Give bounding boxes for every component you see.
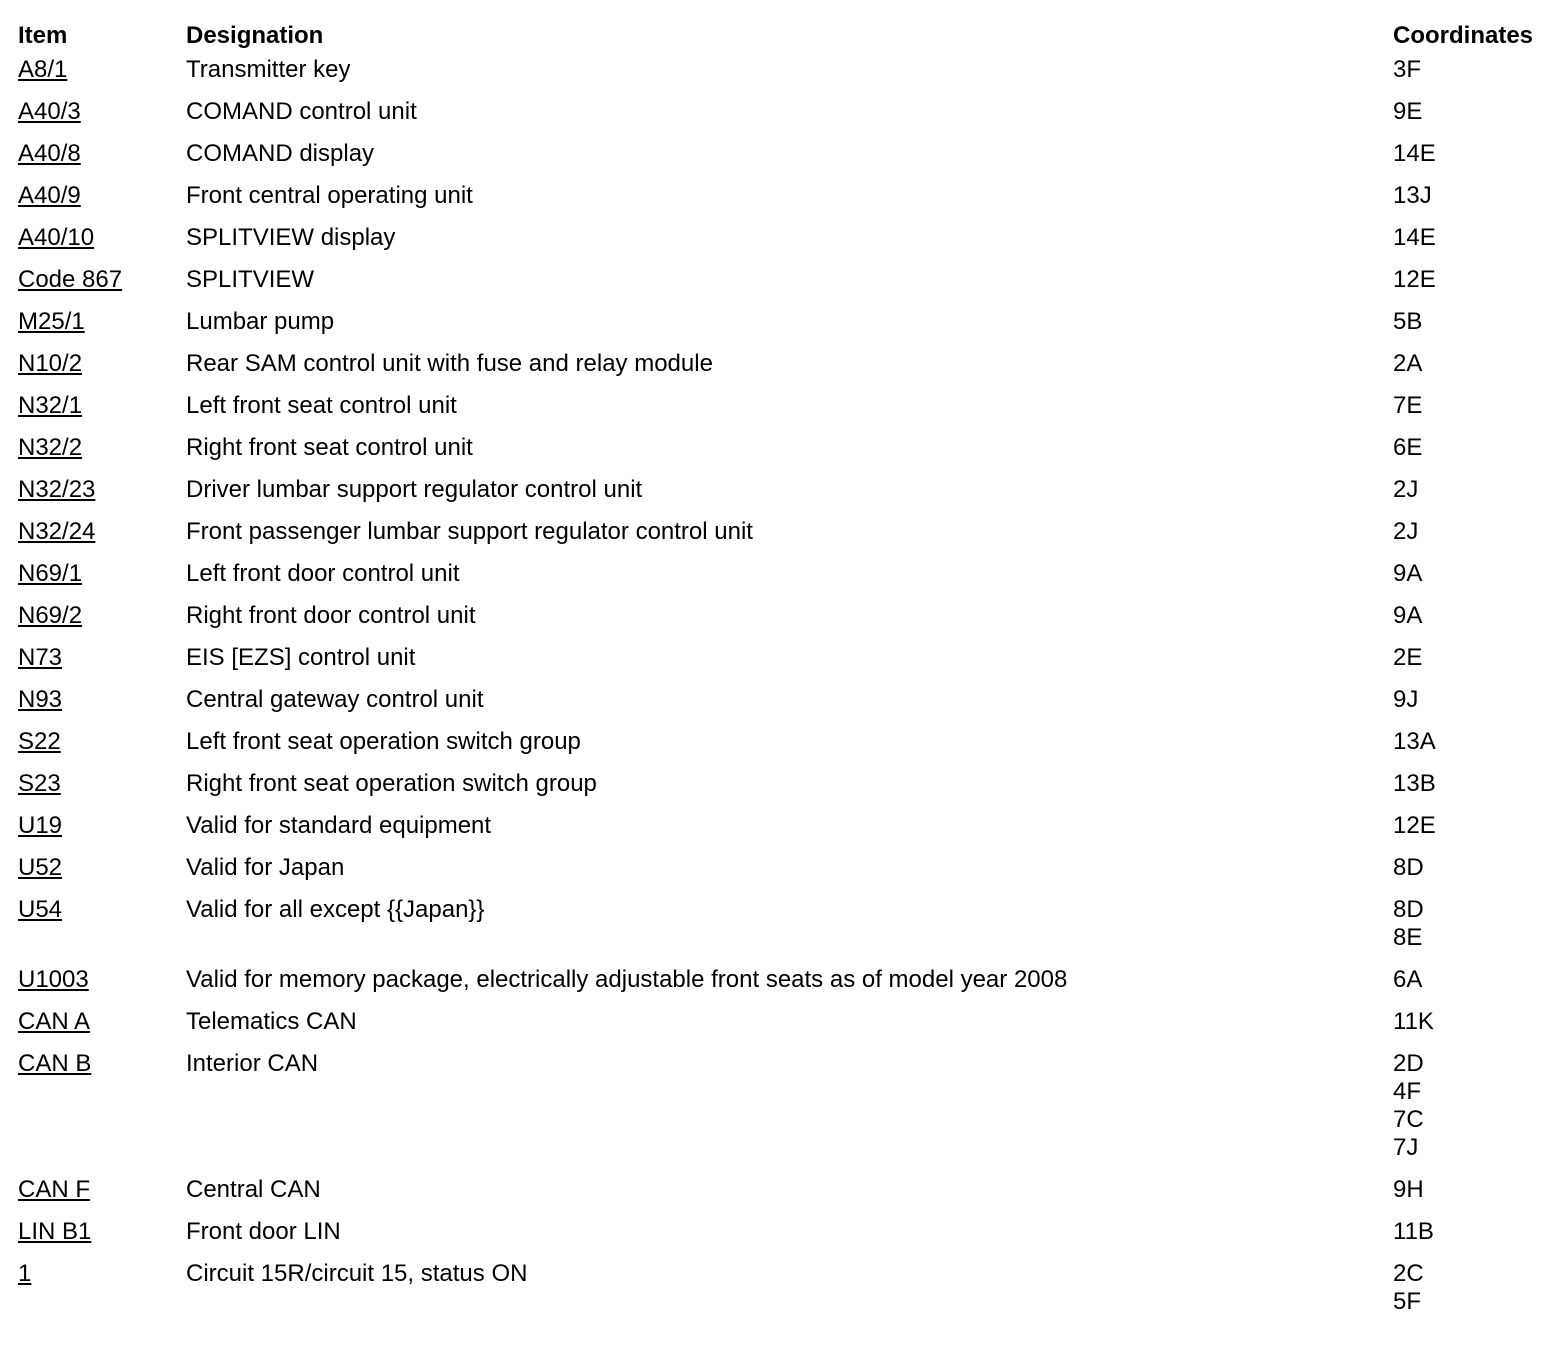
designation-text: Left front door control unit [186,560,460,587]
coordinates-cell [1393,266,1436,294]
coordinate-value: 13B [1393,770,1436,797]
table-row [0,294,1568,336]
coordinates-cell [1393,1260,1424,1316]
table-row [0,952,1568,994]
designation-text: Driver lumbar support regulator control unit [186,476,643,503]
coordinates-cell [1393,1008,1434,1036]
item-link[interactable]: N10/2 [18,350,83,377]
coordinate-value: 6E [1393,434,1423,461]
coordinate-value: 13J [1393,182,1432,209]
table-row [0,882,1568,952]
coordinate-value: 7E [1393,392,1423,419]
coordinates-cell [1393,560,1422,588]
coordinates-cell [1393,728,1436,756]
item-link[interactable]: A40/8 [18,140,81,167]
coordinate-value: 8D [1393,896,1424,923]
item-link[interactable]: A40/3 [18,98,81,125]
designation-text: Front central operating unit [186,182,473,209]
header-coordinates: Coordinates [1393,22,1534,49]
designation-text: Central gateway control unit [186,686,484,713]
coordinate-value: 14E [1393,224,1436,251]
coordinate-value: 5F [1393,1288,1422,1315]
designation-text: Rear SAM control unit with fuse and relay module [186,350,713,377]
table-row [0,840,1568,882]
coordinates-cell [1393,98,1422,126]
table-row [0,672,1568,714]
coordinate-value: 3F [1393,56,1422,83]
coordinates-cell [1393,770,1436,798]
table-row [0,798,1568,840]
item-link[interactable]: CAN A [18,1008,91,1035]
item-link[interactable]: U54 [18,896,63,923]
table-row [0,84,1568,126]
item-link[interactable]: N32/1 [18,392,83,419]
coordinates-cell [1393,308,1422,336]
designation-text: Right front seat operation switch group [186,770,597,797]
coordinates-cell [1393,1176,1424,1204]
coordinates-cell [1393,476,1418,504]
table-row [0,336,1568,378]
coordinates-cell [1393,140,1436,168]
coordinates-cell [1393,644,1422,672]
table-row [0,1036,1568,1162]
item-link[interactable]: U52 [18,854,63,881]
table-row [0,378,1568,420]
table-row [0,630,1568,672]
table-row [0,714,1568,756]
designation-text: Right front seat control unit [186,434,473,461]
coordinates-cell [1393,686,1418,714]
table-row [0,462,1568,504]
item-link[interactable]: CAN B [18,1050,92,1077]
item-link[interactable]: A8/1 [18,56,68,83]
table-row [0,420,1568,462]
coordinate-value: 9H [1393,1176,1424,1203]
coordinate-value: 2A [1393,350,1423,377]
table-row [0,1204,1568,1246]
designation-text: Valid for memory package, electrically adjustable front seats as of model year 2008 [186,966,1068,993]
item-link[interactable]: 1 [18,1260,32,1287]
coordinate-value: 8E [1393,924,1423,951]
coordinates-cell [1393,812,1436,840]
header-item: Item [18,22,68,49]
coordinates-cell [1393,602,1422,630]
designation-text: Transmitter key [186,56,351,83]
table-row [0,168,1568,210]
designation-text: Left front seat operation switch group [186,728,581,755]
designation-text: Right front door control unit [186,602,476,629]
item-link[interactable]: LIN B1 [18,1218,92,1245]
table-header [0,0,1568,49]
coordinates-cell [1393,392,1422,420]
table-row [0,588,1568,630]
coordinates-cell [1393,1218,1434,1246]
table-row [0,1162,1568,1204]
designation-text: Front door LIN [186,1218,341,1245]
coordinates-cell [1393,518,1418,546]
designation-text: Front passenger lumbar support regulator control unit [186,518,753,545]
designation-text: Interior CAN [186,1050,319,1077]
designation-text: Circuit 15R/circuit 15, status ON [186,1260,528,1287]
table-row [0,504,1568,546]
item-link[interactable]: S22 [18,728,61,755]
coordinate-value: 2J [1393,518,1419,545]
table-row [0,126,1568,168]
coordinates-cell [1393,350,1422,378]
coordinate-value: 2C [1393,1260,1424,1287]
coordinates-cell [1393,434,1422,462]
designation-text: Central CAN [186,1176,321,1203]
item-link[interactable]: U1003 [18,966,89,993]
coordinates-cell [1393,56,1421,84]
item-link[interactable]: N69/1 [18,560,83,587]
item-link[interactable]: U19 [18,812,63,839]
coordinate-value: 7J [1393,1134,1419,1161]
coordinate-value: 9A [1393,602,1423,629]
coordinate-value: 2D [1393,1050,1424,1077]
coordinate-value: 5B [1393,308,1423,335]
table-row [0,42,1568,84]
header-designation: Designation [186,22,324,49]
item-link[interactable]: N73 [18,644,63,671]
item-link[interactable]: M25/1 [18,308,85,335]
coordinate-value: 6A [1393,966,1423,993]
item-link[interactable]: N32/23 [18,476,96,503]
table-row [0,546,1568,588]
designation-text: Telematics CAN [186,1008,357,1035]
coordinate-value: 12E [1393,812,1436,839]
item-link[interactable]: S23 [18,770,61,797]
coordinate-value: 9A [1393,560,1423,587]
table-row [0,756,1568,798]
coordinates-cell [1393,896,1424,952]
coordinate-value: 11K [1393,1008,1434,1035]
designation-text: COMAND control unit [186,98,417,125]
coordinates-cell [1393,182,1432,210]
designation-text: Lumbar pump [186,308,335,335]
coordinates-cell [1393,966,1422,994]
designation-text: SPLITVIEW [186,266,315,293]
item-link[interactable]: N93 [18,686,63,713]
coordinate-value: 8D [1393,854,1424,881]
designation-text: Valid for standard equipment [186,812,492,839]
coordinate-value: 7C [1393,1106,1424,1133]
coordinates-cell [1393,224,1436,252]
designation-text: Left front seat control unit [186,392,457,419]
table-row [0,210,1568,252]
item-link[interactable]: A40/10 [18,224,95,251]
item-link[interactable]: Code 867 [18,266,123,293]
coordinate-value: 9E [1393,98,1423,125]
table-row [0,252,1568,294]
coordinate-value: 4F [1393,1078,1422,1105]
coordinate-value: 13A [1393,728,1436,755]
table-row [0,1246,1568,1316]
designation-text: COMAND display [186,140,375,167]
coordinate-value: 2J [1393,476,1419,503]
item-link[interactable]: CAN F [18,1176,90,1203]
item-link[interactable]: N32/2 [18,434,83,461]
designation-text: Valid for all except {{Japan}} [186,896,485,923]
coordinate-value: 2E [1393,644,1423,671]
coordinate-value: 14E [1393,140,1436,167]
table-body [0,42,1568,1316]
designation-text: Valid for Japan [186,854,345,881]
designation-text: EIS [EZS] control unit [186,644,416,671]
coordinates-cell [1393,1050,1424,1162]
item-link[interactable]: N32/24 [18,518,96,545]
table-row [0,994,1568,1036]
coordinate-value: 9J [1393,686,1419,713]
coordinate-value: 12E [1393,266,1436,293]
item-link[interactable]: A40/9 [18,182,81,209]
item-link[interactable]: N69/2 [18,602,83,629]
designation-text: SPLITVIEW display [186,224,396,251]
coordinate-value: 11B [1393,1218,1434,1245]
coordinates-cell [1393,854,1424,882]
